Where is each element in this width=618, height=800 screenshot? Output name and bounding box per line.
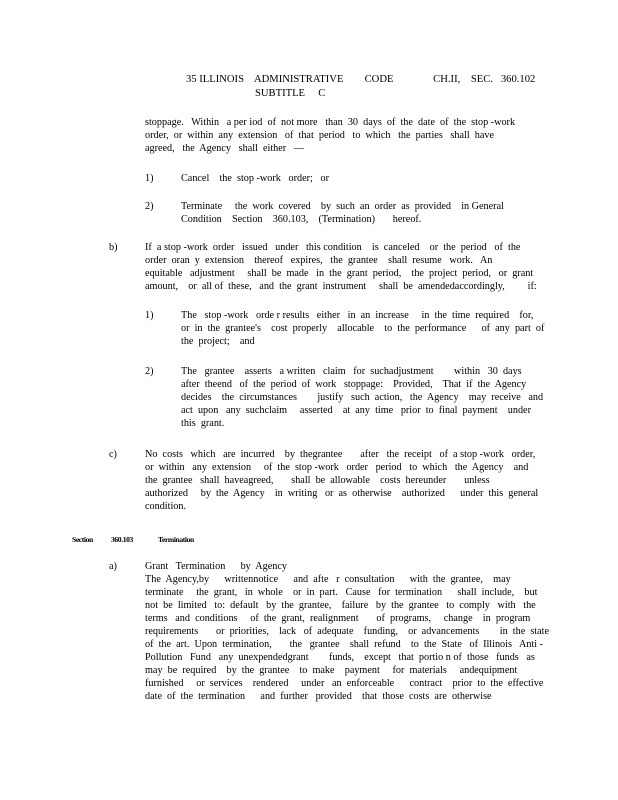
list-marker: 2) xyxy=(145,366,154,377)
list-marker: 1) xyxy=(145,310,154,321)
list-item-line: this grant. xyxy=(181,418,225,429)
paragraph-line: authorized by the Agency in writing or as otherwise authorized under this general xyxy=(145,488,539,499)
list-item-line: Condition Section 360.103, (Termination) hereof. xyxy=(181,214,422,225)
paragraph-line: terminate the grant, in whole or in part. Cause for termination shall include, but xyxy=(145,587,538,598)
paragraph-line: not be limited to: default by the grantee, failure by the grantee to comply with the xyxy=(145,600,536,611)
paragraph-line: Pollution Fund any unexpendedgrant funds, except that portio n of those funds as xyxy=(145,652,535,663)
list-item-line: after theend of the period of work stoppage: Provided, That if the Agency xyxy=(181,379,527,390)
paragraph-line: condition. xyxy=(145,501,187,512)
paragraph-line: If a stop -work order issued under this condition is canceled or the period of the xyxy=(145,242,521,253)
paragraph-marker: c) xyxy=(109,449,117,460)
list-marker: 2) xyxy=(145,201,154,212)
paragraph-line: terms and conditions of the grant, realignment of programs, change in program xyxy=(145,613,531,624)
paragraph-line: order oran y extension thereof expires, the grantee shall resume work. An xyxy=(145,255,493,266)
paragraph-line: The Agency,by writtennotice and afte r consultation with the grantee, may xyxy=(145,574,511,585)
section-number: 360.103 xyxy=(111,535,133,544)
paragraph-line: date of the termination and further provided that those costs are otherwise xyxy=(145,691,492,702)
paragraph-line: the grantee shall haveagreed, shall be allowable costs hereunder unless xyxy=(145,475,490,486)
paragraph-line: equitable adjustment shall be made in the grant period, the project period, or grant xyxy=(145,268,534,279)
section-label: Section xyxy=(72,535,93,544)
list-item-line: act upon any suchclaim asserted at any time prior to final payment under xyxy=(181,405,531,416)
intro-line: order, or within any extension of that period to which the parties shall have xyxy=(145,130,494,141)
paragraph-line: requirements or priorities, lack of adequate funding, or advancements in the state xyxy=(145,626,549,637)
paragraph-line: No costs which are incurred by thegrantee after the receipt of a stop -work order, xyxy=(145,449,536,460)
header-title: 35 ILLINOIS ADMINISTRATIVE CODE CH.II, SEC. 360.102 xyxy=(186,74,536,85)
list-marker: 1) xyxy=(145,173,154,184)
section-title: Termination xyxy=(158,535,194,544)
paragraph-line: furnished or services rendered under an enforceable contract prior to the effective xyxy=(145,678,544,689)
intro-line: agreed, the Agency shall either — xyxy=(145,143,304,154)
list-item-line: or in the grantee's cost properly allocable to the performance of any part of xyxy=(181,323,545,334)
paragraph-line: amount, or all of these, and the grant instrument shall be amendedaccordingly, if: xyxy=(145,281,537,292)
paragraph-line: may be required by the grantee to make payment for materials andequipment xyxy=(145,665,518,676)
paragraph-line: or within any extension of the stop -work order period to which the Agency and xyxy=(145,462,529,473)
list-item-line: Cancel the stop -work order; or xyxy=(181,173,329,184)
list-item-line: decides the circumstances justify such action, the Agency may receive and xyxy=(181,392,544,403)
paragraph-line: of the art. Upon termination, the grantee shall refund to the State of Illinois Anti - xyxy=(145,639,544,650)
intro-line: stoppage. Within a per iod of not more than 30 days of the date of the stop -work xyxy=(145,117,516,128)
paragraph-marker: b) xyxy=(109,242,118,253)
paragraph-marker: a) xyxy=(109,561,117,572)
list-item-line: the project; and xyxy=(181,336,255,347)
paragraph-line: Grant Termination by Agency xyxy=(145,561,287,572)
list-item-line: The stop -work orde r results either in an increase in the time required for, xyxy=(181,310,534,321)
header-subtitle: SUBTITLE C xyxy=(255,88,326,99)
list-item-line: The grantee asserts a written claim for suchadjustment within 30 days xyxy=(181,366,522,377)
list-item-line: Terminate the work covered by such an order as provided in General xyxy=(181,201,504,212)
